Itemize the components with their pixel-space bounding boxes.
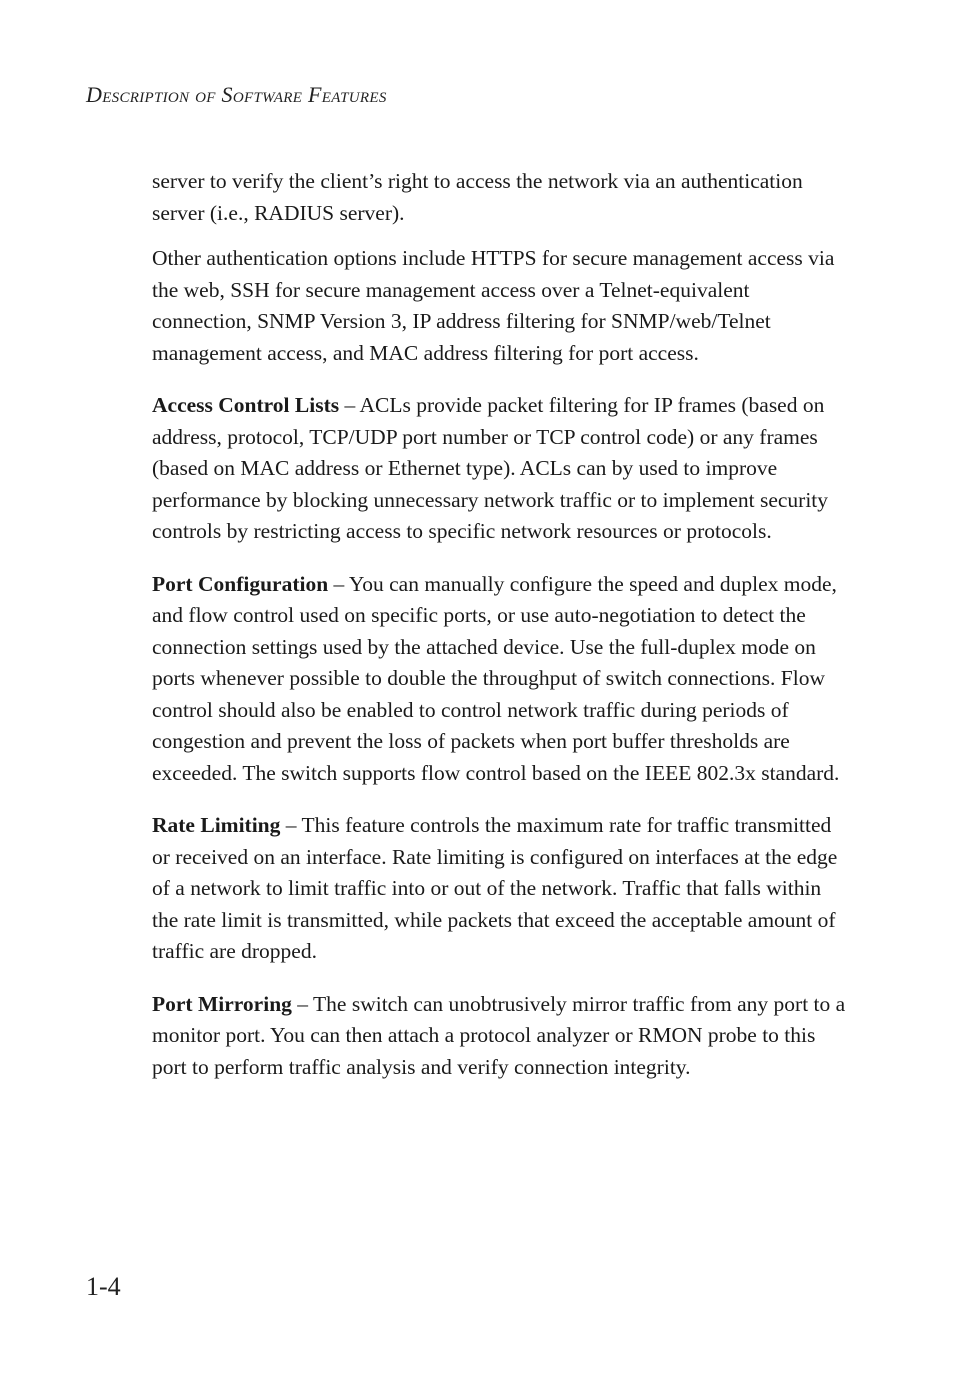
paragraph-text: You can manually configure the speed and duplex mode, and flow control used on specific ports, or use auto-negotiation to detect the connection settings used by the attached device. Use the full-duplex mode on ports whenever possible to double the throughput of switch connections. Flow control should also be enabled to control network traffic during periods of congestion and prevent the loss of packets when port buffer thresholds are exceeded. The switch supports flow control based on the IEEE 802.3x standard. — [152, 571, 840, 785]
term-separator: – — [328, 571, 349, 596]
term-separator: – — [339, 393, 360, 417]
paragraph-authentication-options — [152, 243, 852, 369]
running-header: Description of Software Features — [86, 82, 387, 107]
paragraph-port-mirroring — [152, 989, 852, 1084]
paragraph-text: Other authentication options include HTTPS for secure management access via the web, SSH for secure management access over a Telnet-equivalent connection, SNMP Version 3, IP address filtering for SNMP/web/Telnet management access, and MAC address filtering for port access. — [152, 246, 835, 365]
page-number: 1-4 — [86, 1272, 121, 1301]
paragraph-port-configuration — [152, 569, 852, 790]
paragraph-authentication-server — [152, 166, 852, 229]
paragraph-term: Port Mirroring — [152, 991, 292, 1016]
paragraph-rate-limiting — [152, 810, 852, 968]
paragraph-term: Port Configuration — [152, 571, 329, 596]
paragraph-access-control-lists — [152, 390, 852, 548]
term-separator: – — [291, 991, 314, 1016]
paragraph-text: ACLs provide packet filtering for IP frames (based on address, protocol, TCP/UDP port number or TCP control code) or any frames (based on MAC address or Ethernet type). ACLs can by used to improve performance by blocking unnecessary network traffic or to implement security controls by restricting access to specific network resources or protocols. — [152, 393, 829, 543]
paragraph-term: Rate Limiting — [152, 813, 281, 837]
paragraph-text: This feature controls the maximum rate for traffic transmitted or received on an interface. Rate limiting is configured on interfaces at the edge of a network to limit traffic into or out of the network. Traffic that falls within the rate limit is transmitted, while packets that exceed the acceptable amount of traffic are dropped. — [152, 813, 838, 963]
paragraph-text: The switch can unobtrusively mirror traffic from any port to a monitor port. You can then attach a protocol analyzer or RMON probe to this port to perform traffic analysis and verify connection integrity. — [152, 991, 846, 1079]
term-separator: – — [280, 813, 302, 837]
paragraph-term: Access Control Lists — [152, 393, 340, 417]
body-text — [152, 166, 852, 1083]
paragraph-text: server to verify the client’s right to access the network via an authentication server (i.e., RADIUS server). — [152, 169, 803, 225]
